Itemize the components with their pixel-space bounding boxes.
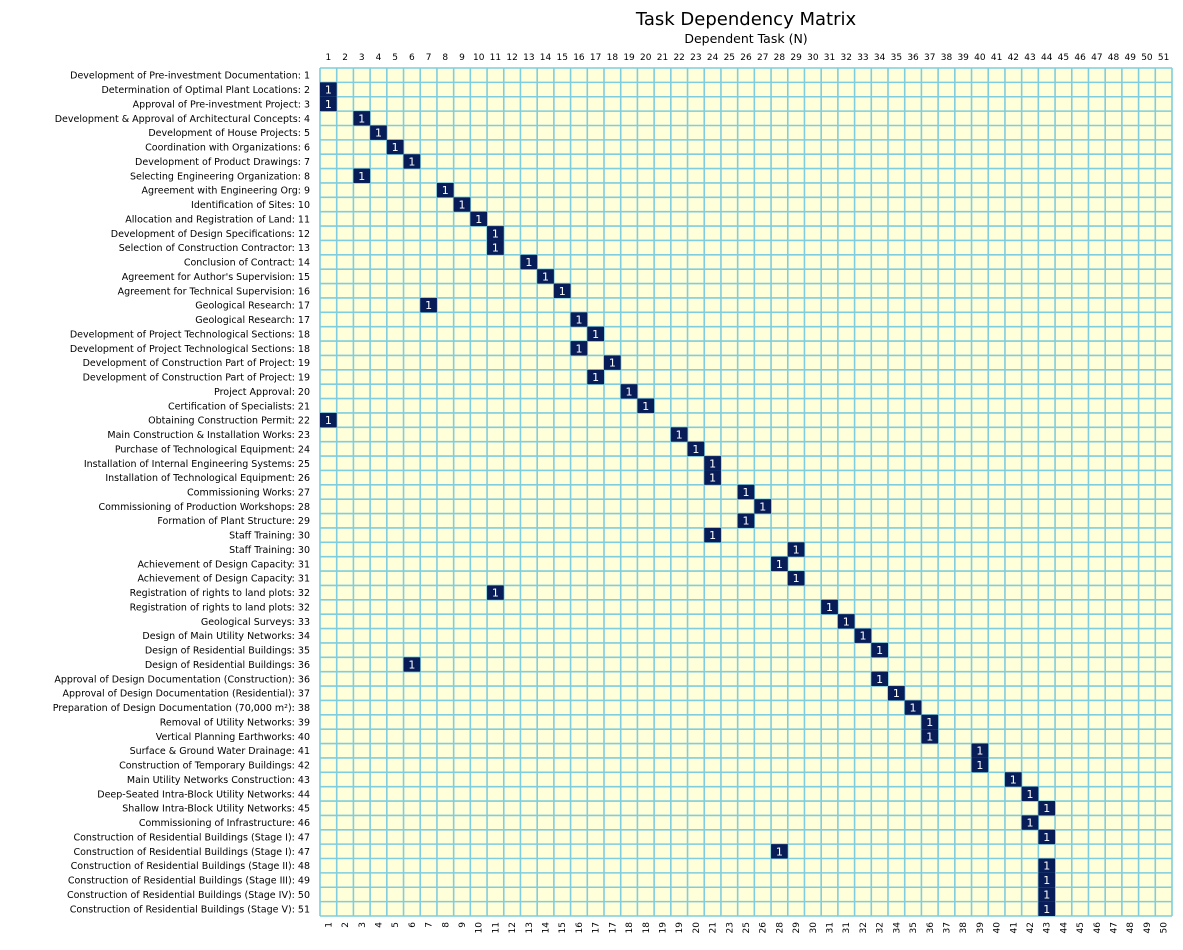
dependency-cell-value: 1	[642, 399, 650, 413]
row-label: Selection of Construction Contractor: 13	[118, 243, 310, 255]
bottom-tick-label: 42	[1026, 922, 1036, 934]
bottom-tick-label: 34	[892, 922, 903, 934]
bottom-tick-label: 19	[658, 922, 669, 934]
row-label: Design of Main Utility Networks: 34	[142, 631, 310, 643]
top-tick-label: 36	[907, 53, 919, 63]
dependency-cell-value: 1	[408, 155, 416, 169]
top-tick-label: 41	[990, 53, 1003, 63]
bottom-tick-label: 2	[341, 922, 352, 928]
bottom-tick-label: 17	[608, 922, 619, 934]
row-label: Construction of Residential Buildings (Stage V): 51	[69, 904, 310, 916]
dependency-cell-value: 1	[842, 615, 850, 629]
bottom-tick-label: 49	[1142, 922, 1153, 934]
row-label: Construction of Residential Buildings (Stage II): 48	[70, 861, 310, 873]
dependency-cell-value: 1	[324, 83, 332, 97]
row-label: Development of Project Technological Sections: 18	[69, 329, 310, 341]
top-tick-label: 12	[506, 53, 518, 63]
top-tick-label: 9	[459, 53, 465, 63]
row-label: Achievement of Design Capacity: 31	[137, 559, 310, 571]
row-label: Construction of Residential Buildings (Stage I): 47	[73, 846, 310, 858]
bottom-tick-label: 14	[541, 922, 552, 934]
dependency-cell-value: 1	[692, 442, 700, 456]
top-tick-label: 6	[409, 53, 415, 63]
row-label: Deep-Seated Intra-Block Utility Networks: 44	[97, 789, 310, 801]
bottom-tick-label: 32	[858, 922, 869, 934]
bottom-tick-label: 3	[357, 922, 368, 928]
row-label: Staff Training: 30	[229, 544, 310, 556]
bottom-tick-label: 28	[775, 922, 786, 934]
bottom-tick-label: 19	[675, 922, 686, 934]
row-label: Commissioning Works: 27	[187, 487, 310, 499]
dependency-cell-value: 1	[892, 687, 900, 701]
row-label: Construction of Temporary Buildings: 42	[119, 760, 310, 772]
top-tick-labels	[325, 53, 1169, 63]
dependency-cell-value: 1	[592, 327, 600, 341]
dependency-cell-value: 1	[475, 212, 483, 226]
top-tick-label: 50	[1141, 53, 1153, 63]
top-tick-label: 31	[823, 53, 836, 63]
dependency-cell-value: 1	[358, 169, 366, 183]
bottom-tick-label: 29	[792, 922, 803, 934]
top-tick-label: 19	[623, 53, 635, 63]
row-label: Conclusion of Contract: 14	[183, 257, 310, 269]
dependency-cell-value: 1	[491, 241, 499, 255]
row-label: Registration of rights to land plots: 32	[129, 588, 310, 600]
dependency-cell-value: 1	[491, 586, 499, 600]
row-label: Approval of Pre-investment Project: 3	[132, 99, 310, 111]
top-tick-label: 20	[640, 53, 652, 63]
top-tick-label: 51	[1157, 53, 1170, 63]
row-label: Development of Project Technological Sections: 18	[69, 343, 310, 355]
dependency-cell-value: 1	[1043, 859, 1051, 873]
top-tick-label: 47	[1091, 53, 1103, 63]
dependency-cell-value: 1	[742, 514, 750, 528]
row-label: Preparation of Design Documentation (70,000 m²): 38	[52, 703, 310, 715]
row-label: Allocation and Registration of Land: 11	[125, 214, 310, 226]
bottom-tick-label: 39	[975, 922, 986, 934]
bottom-tick-label: 4	[374, 922, 385, 928]
dependency-cell-value: 1	[1043, 888, 1051, 902]
top-tick-label: 18	[606, 53, 619, 63]
row-label: Determination of Optimal Plant Locations: 2	[101, 85, 310, 97]
row-label: Main Construction & Installation Works: 23	[107, 430, 310, 442]
dependency-cell-value: 1	[1043, 830, 1051, 844]
dependency-cell-value: 1	[909, 701, 917, 715]
top-tick-label: 38	[940, 53, 953, 63]
row-label: Registration of rights to land plots: 32	[129, 602, 310, 614]
dependency-cell-value: 1	[675, 428, 683, 442]
top-tick-label: 44	[1040, 53, 1053, 63]
row-label: Geological Research: 17	[195, 300, 310, 312]
bottom-tick-label: 20	[691, 922, 702, 934]
bottom-tick-label: 25	[742, 922, 752, 934]
bottom-tick-label: 26	[758, 922, 769, 934]
row-label: Approval of Design Documentation (Construction): 36	[54, 674, 310, 686]
bottom-tick-label: 8	[441, 922, 452, 928]
dependency-cell-value: 1	[542, 270, 550, 284]
bottom-tick-label: 50	[1159, 922, 1170, 934]
bottom-tick-label: 21	[708, 922, 719, 934]
dependency-cell-value: 1	[792, 543, 800, 557]
dependency-cell-value: 1	[525, 256, 533, 270]
row-label: Identification of Sites: 10	[191, 200, 310, 212]
top-tick-label: 43	[1024, 53, 1036, 63]
dependency-cell-value: 1	[709, 529, 717, 543]
top-tick-label: 17	[589, 53, 602, 63]
row-label: Agreement with Engineering Org: 9	[141, 185, 310, 197]
top-tick-label: 30	[807, 53, 819, 63]
top-tick-label: 11	[489, 53, 502, 63]
top-tick-label: 15	[556, 53, 568, 63]
row-label: Shallow Intra-Block Utility Networks: 45	[122, 803, 310, 815]
dependency-cell-value: 1	[1043, 874, 1051, 888]
bottom-tick-label: 6	[407, 922, 418, 928]
bottom-tick-label: 16	[574, 922, 585, 934]
dependency-cell-value: 1	[709, 471, 717, 485]
bottom-tick-label: 18	[641, 922, 652, 934]
dependency-cell-value: 1	[876, 672, 884, 686]
dependency-cell-value: 1	[1009, 773, 1017, 787]
top-tick-label: 8	[442, 53, 449, 63]
row-label: Commissioning of Infrastructure: 46	[138, 818, 310, 830]
top-tick-label: 5	[392, 53, 399, 63]
bottom-tick-label: 10	[474, 922, 485, 934]
top-tick-label: 45	[1057, 53, 1070, 63]
bottom-tick-label: 47	[1109, 922, 1120, 934]
top-tick-label: 46	[1074, 53, 1086, 63]
row-label: Main Utility Networks Construction: 43	[126, 774, 310, 786]
top-tick-label: 22	[673, 53, 685, 63]
chart-title: Task Dependency Matrix	[635, 9, 857, 30]
row-label: Commissioning of Production Workshops: 28	[98, 501, 310, 513]
bottom-tick-label: 38	[959, 922, 970, 934]
row-label: Development & Approval of Architectural Concepts: 4	[54, 113, 310, 125]
dependency-cell-value: 1	[976, 759, 984, 773]
bottom-tick-label: 5	[391, 922, 402, 928]
row-label: Development of Product Drawings: 7	[135, 156, 310, 168]
top-tick-label: 3	[358, 53, 365, 63]
dependency-cell-value: 1	[324, 97, 332, 111]
row-labels	[53, 71, 310, 916]
row-label: Selecting Engineering Organization: 8	[129, 171, 310, 183]
row-label: Construction of Residential Buildings (Stage III): 49	[67, 875, 310, 887]
top-tick-label: 13	[523, 53, 535, 63]
bottom-tick-labels	[324, 922, 1169, 934]
bottom-tick-label: 7	[424, 922, 435, 928]
top-tick-label: 23	[690, 53, 702, 63]
top-tick-label: 4	[375, 53, 382, 63]
dependency-cell-value: 1	[775, 557, 783, 571]
row-label: Geological Surveys: 33	[200, 616, 310, 628]
row-label: Project Approval: 20	[214, 386, 310, 398]
bottom-tick-label: 23	[725, 922, 736, 934]
dependency-cell-value: 1	[759, 500, 767, 514]
top-tick-label: 26	[740, 53, 752, 63]
bottom-tick-label: 11	[491, 922, 502, 934]
dependency-cell-value: 1	[792, 572, 800, 586]
dependency-cell-value: 1	[391, 141, 399, 155]
dependency-cell-value: 1	[926, 730, 934, 744]
top-tick-label: 42	[1007, 53, 1020, 63]
row-label: Coordination with Organizations: 6	[145, 142, 310, 154]
top-tick-label: 37	[924, 53, 936, 63]
bottom-tick-label: 46	[1092, 922, 1103, 934]
top-tick-label: 14	[539, 53, 552, 63]
row-label: Installation of Technological Equipment: 26	[105, 473, 310, 485]
dependency-cell-value: 1	[976, 744, 984, 758]
top-tick-label: 40	[974, 53, 986, 63]
dependency-cell-value: 1	[558, 284, 566, 298]
bottom-tick-label: 15	[558, 922, 569, 934]
dependency-cell-value: 1	[709, 457, 717, 471]
bottom-tick-label: 36	[925, 922, 936, 934]
dependency-cell-value: 1	[575, 342, 583, 356]
row-label: Approval of Design Documentation (Residential): 37	[62, 688, 310, 700]
row-label: Development of Pre-investment Documentation: 1	[70, 70, 310, 82]
row-label: Construction of Residential Buildings (Stage I): 47	[73, 832, 310, 844]
top-tick-label: 35	[890, 53, 903, 63]
dependency-cell-value: 1	[408, 658, 416, 672]
row-label: Obtaining Construction Permit: 22	[148, 415, 310, 427]
top-tick-label: 25	[723, 53, 736, 63]
top-tick-label: 27	[756, 53, 769, 63]
row-label: Design of Residential Buildings: 35	[144, 645, 310, 657]
bottom-tick-label: 40	[992, 922, 1003, 934]
top-tick-label: 1	[325, 53, 332, 63]
dependency-cell-value: 1	[625, 385, 633, 399]
top-tick-label: 2	[342, 53, 348, 63]
row-label: Staff Training: 30	[229, 530, 310, 542]
row-label: Agreement for Author's Supervision: 15	[121, 271, 310, 283]
dependency-cell-value: 1	[926, 715, 934, 729]
top-tick-label: 48	[1107, 53, 1120, 63]
dependency-cell-value: 1	[458, 198, 466, 212]
row-label: Development of House Projects: 5	[148, 128, 310, 140]
bottom-tick-label: 48	[1126, 922, 1137, 934]
bottom-tick-label: 1	[324, 922, 335, 928]
top-tick-label: 32	[840, 53, 852, 63]
bottom-tick-label: 30	[808, 922, 819, 934]
top-tick-label: 29	[790, 53, 802, 63]
row-label: Purchase of Technological Equipment: 24	[114, 444, 310, 456]
row-label: Development of Construction Part of Project: 19	[82, 372, 310, 384]
dependency-cell-value: 1	[575, 313, 583, 327]
top-tick-label: 21	[656, 53, 669, 63]
bottom-tick-label: 43	[1042, 922, 1053, 934]
dependency-cell-value: 1	[826, 600, 834, 614]
top-tick-label: 49	[1124, 53, 1136, 63]
dependency-cell-value: 1	[1026, 816, 1034, 830]
bottom-tick-label: 31	[825, 922, 836, 934]
bottom-tick-label: 18	[625, 922, 636, 934]
bottom-tick-label: 31	[842, 922, 853, 934]
top-tick-label: 16	[573, 53, 585, 63]
bottom-tick-label: 45	[1076, 922, 1087, 934]
x-axis-label: Dependent Task (N)	[684, 31, 808, 46]
dependency-cell-value: 1	[608, 356, 616, 370]
bottom-tick-label: 9	[458, 922, 468, 928]
row-label: Installation of Internal Engineering Systems: 25	[83, 458, 310, 470]
top-tick-label: 7	[425, 53, 432, 63]
row-label: Certification of Specialists: 21	[168, 401, 310, 413]
dependency-cell-value: 1	[441, 184, 449, 198]
dependency-cell-value: 1	[859, 629, 867, 643]
top-tick-label: 28	[773, 53, 786, 63]
dependency-cell-value: 1	[1026, 787, 1034, 801]
row-label: Removal of Utility Networks: 39	[159, 717, 310, 729]
dependency-cell-value: 1	[374, 126, 382, 140]
top-tick-label: 33	[857, 53, 869, 63]
row-label: Development of Design Specifications: 12	[110, 228, 310, 240]
top-tick-label: 39	[957, 53, 969, 63]
bottom-tick-label: 37	[942, 922, 953, 934]
bottom-tick-label: 41	[1009, 922, 1020, 934]
bottom-tick-label: 17	[591, 922, 602, 934]
bottom-tick-label: 13	[524, 922, 535, 934]
row-label: Formation of Plant Structure: 29	[157, 516, 310, 528]
dependency-cell-value: 1	[1043, 802, 1051, 816]
dependency-cell-value: 1	[592, 371, 600, 385]
dependency-cell-value: 1	[491, 227, 499, 241]
dependency-cell-value: 1	[876, 644, 884, 658]
row-label: Vertical Planning Earthworks: 40	[155, 731, 310, 743]
top-tick-label: 34	[873, 53, 886, 63]
top-tick-label: 24	[706, 53, 719, 63]
row-label: Agreement for Technical Supervision: 16	[117, 286, 310, 298]
dependency-cell-value: 1	[775, 845, 783, 859]
dependency-cell-value: 1	[1043, 902, 1051, 916]
dependency-cell-value: 1	[742, 486, 750, 499]
row-label: Design of Residential Buildings: 36	[144, 659, 310, 671]
row-label: Achievement of Design Capacity: 31	[137, 573, 310, 585]
row-label: Construction of Residential Buildings (Stage IV): 50	[66, 889, 310, 901]
row-label: Development of Construction Part of Project: 19	[82, 358, 310, 370]
row-label: Geological Research: 17	[195, 315, 310, 327]
top-tick-label: 10	[472, 53, 485, 63]
row-label: Surface & Ground Water Drainage: 41	[129, 746, 310, 758]
bottom-tick-label: 12	[508, 922, 519, 934]
dependency-cell-value: 1	[324, 414, 332, 428]
dependency-cell-value: 1	[358, 112, 366, 126]
dependency-cell-value: 1	[425, 299, 433, 313]
bottom-tick-label: 44	[1059, 922, 1070, 934]
bottom-tick-label: 32	[875, 922, 886, 934]
bottom-tick-label: 35	[909, 922, 920, 934]
